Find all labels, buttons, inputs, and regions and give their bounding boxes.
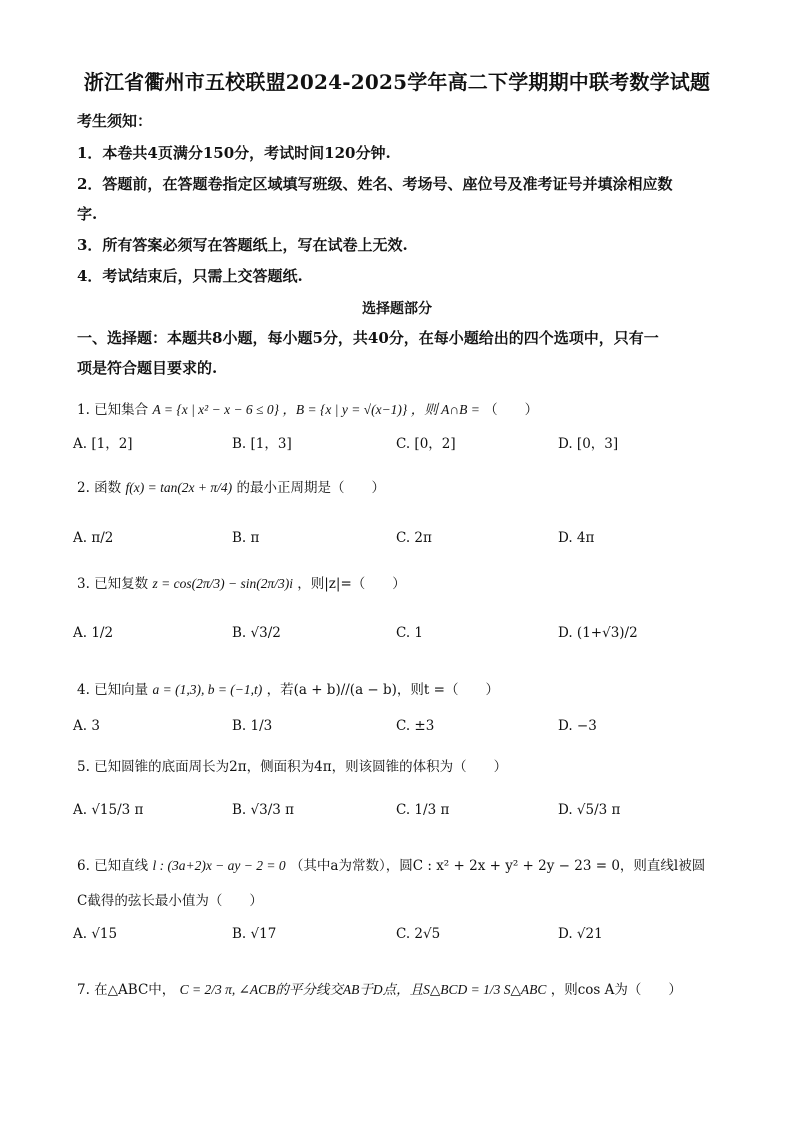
q5-option-d: D. √5/3 π [558, 802, 621, 818]
question-1-stem [77, 398, 727, 418]
q2-option-d: D. 4π [558, 530, 595, 546]
q6-option-d: D. √21 [558, 926, 603, 942]
q3-option-b: B. √3/2 [232, 625, 281, 641]
q6-option-b: B. √17 [232, 926, 277, 942]
q4-suffix: ，若(a + b)//(a − b)，则t =（ ） [266, 682, 499, 698]
q6-math: l : (3a+2)x − ay − 2 = 0 [152, 858, 286, 873]
q4-option-d: D. −3 [558, 718, 597, 734]
question-6-stem [77, 854, 727, 874]
q4-option-a: A. 3 [73, 718, 100, 734]
q6-option-c: C. 2√5 [396, 926, 441, 942]
q5-option-b: B. √3/3 π [232, 802, 294, 818]
q2-option-c: C. 2π [396, 530, 432, 546]
question-6-stem-line2: C截得的弦长最小值为（ ） [77, 893, 263, 909]
q1-option-d: D. [0，3] [558, 436, 619, 452]
q2-option-a: A. π/2 [73, 530, 114, 546]
notice-item-4: 4．考试结束后，只需上交答题纸. [77, 267, 303, 285]
question-7-stem [77, 978, 727, 998]
q1-option-b: B. [1，3] [232, 436, 292, 452]
q5-option-c: C. 1/3 π [396, 802, 450, 818]
question-5-stem: 5. 已知圆锥的底面周长为2π，侧面积为4π，则该圆锥的体积为（ ） [77, 759, 508, 775]
q7-suffix: ，则cos A为（ ） [550, 982, 682, 998]
section1-line2: 项是符合题目要求的. [77, 359, 218, 377]
q2-suffix: 的最小正周期是（ ） [236, 480, 385, 496]
q2-prefix: 2. 函数 [77, 480, 122, 496]
q1-option-a: A. [1，2] [73, 436, 133, 452]
notice-heading: 考生须知： [77, 112, 153, 130]
q3-suffix: ，则|z|=（ ） [297, 576, 406, 592]
q6-prefix: 6. 已知直线 [77, 858, 149, 874]
q4-option-c: C. ±3 [396, 718, 435, 734]
section1-line1: 一、选择题：本题共8小题，每小题5分，共40分，在每小题给出的四个选项中，只有一 [77, 329, 659, 347]
section-title: 选择题部分 [362, 301, 432, 317]
q3-math: z = cos(2π/3) − sin(2π/3)i [152, 576, 293, 591]
question-2-stem [77, 476, 727, 496]
q7-prefix: 7. 在△ABC中， [77, 982, 176, 998]
q4-prefix: 4. 已知向量 [77, 682, 149, 698]
page-title: 浙江省衢州市五校联盟2024-2025学年高二下学期期中联考数学试题 [83, 70, 711, 94]
q3-option-c: C. 1 [396, 625, 424, 641]
question-3-stem [77, 572, 727, 592]
q2-option-b: B. π [232, 530, 260, 546]
q1-suffix: （ ） [484, 402, 539, 418]
q3-prefix: 3. 已知复数 [77, 576, 149, 592]
q6-suffix: （其中a为常数），圆C : x² + 2x + y² + 2y − 23 = 0，则直线l被圆 [289, 858, 706, 874]
question-4-stem [77, 678, 727, 698]
notice-item-3: 3．所有答案必须写在答题纸上，写在试卷上无效. [77, 236, 408, 254]
q3-option-d: D. (1+√3)/2 [558, 625, 638, 641]
notice-item-2-cont: 字. [77, 205, 98, 223]
q6-option-a: A. √15 [73, 926, 118, 942]
q3-option-a: A. 1/2 [73, 625, 114, 641]
q1-option-c: C. [0，2] [396, 436, 456, 452]
q7-math: C = 2/3 π, ∠ACB的平分线交AB于D点，且S△BCD = 1/3 S△ABC [179, 982, 547, 997]
q1-prefix: 1. 已知集合 [77, 402, 149, 418]
q5-option-a: A. √15/3 π [73, 802, 144, 818]
notice-item-1: 1．本卷共4页满分150分，考试时间120分钟. [77, 144, 391, 162]
q2-math: f(x) = tan(2x + π/4) [125, 480, 233, 495]
q1-math: A = {x | x² − x − 6 ≤ 0} ，B = {x | y = √(x−1)} ，则 A∩B = [152, 402, 480, 417]
q4-math: a = (1,3), b = (−1,t) [152, 682, 263, 697]
notice-item-2: 2．答题前，在答题卷指定区域填写班级、姓名、考场号、座位号及准考证号并填涂相应数 [77, 175, 673, 193]
q4-option-b: B. 1/3 [232, 718, 273, 734]
